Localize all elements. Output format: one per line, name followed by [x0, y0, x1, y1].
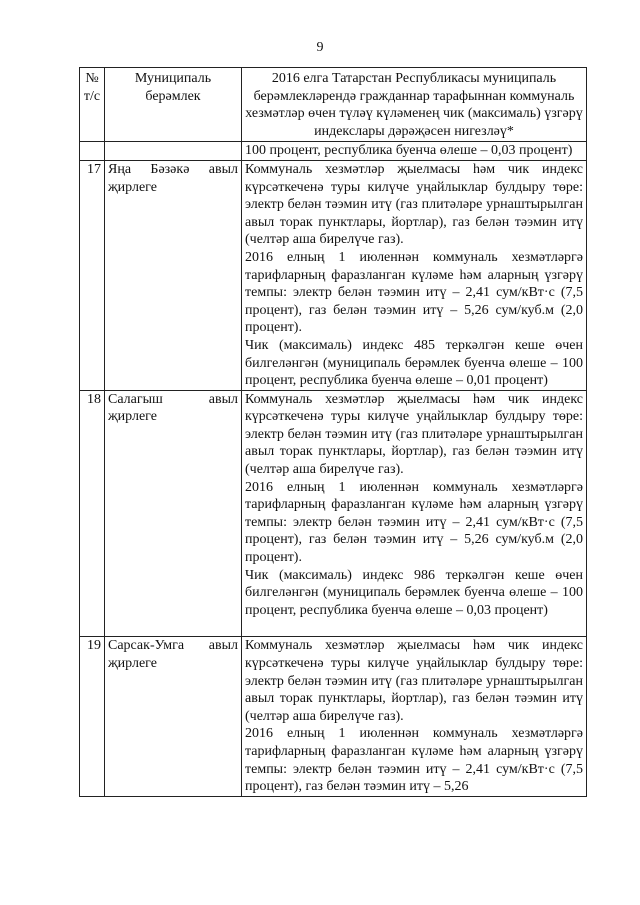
paragraph: Коммуналь хезмәтләр җыелмасы һәм чик индекс күрсәткеченә туры килүче уңайлыклар булдыру төре: электр белән тәэмин итү (газ плитәләре урнаштырылган авыл торак пунктлары, йортлар), газ белән тәэмин итү (челтәр аша бирелүче газ). [245, 161, 583, 248]
header-municipality: Муниципаль берәмлек [105, 68, 242, 142]
row-num: 17 [80, 160, 105, 390]
row-description [242, 637, 587, 796]
paragraph: 2016 елның 1 июленнән коммуналь хезмәтләргә тарифларның фаразланган күләме һәм аларның үзгәрү темпы: электр белән тәэмин итү – 2,41 сум/кВт·с (7,5 процент), газ белән тәэмин итү – 5,26 сум/куб.м (2,0 процент). [245, 249, 583, 336]
paragraph: Коммуналь хезмәтләр җыелмасы һәм чик индекс күрсәткеченә туры килүче уңайлыклар булдыру төре: электр белән тәэмин итү (газ плитәләре урнаштырылган авыл торак пунктлары, йортлар), газ белән тәэмин итү (челтәр аша бирелүче газ). [245, 638, 583, 724]
spacer [245, 619, 583, 636]
row-num: 18 [80, 390, 105, 637]
paragraph: 2016 елның 1 июленнән коммуналь хезмәтләргә тарифларның фаразланган күләме һәм аларның үзгәрү темпы: электр белән тәэмин итү – 2,41 сум/кВт·с (7,5 процент), газ белән тәэмин итү – 5,26 сум/куб.м (2,0 процент). [245, 479, 583, 566]
page-number: 9 [316, 40, 324, 55]
row-description [242, 160, 587, 390]
table-row-19 [80, 637, 587, 796]
paragraph: Чик (максималь) индекс 485 теркәлгән кеше өчен билгеләнгән (муниципаль берәмлек буенча өлеше – 100 процент, республика буенча өлеше – 0,01 процент) [245, 337, 583, 389]
table-row-18 [80, 390, 587, 637]
row-municipality [105, 142, 242, 161]
row-description [242, 390, 587, 637]
paragraph: Чик (максималь) индекс 986 теркәлгән кеше өчен билгеләнгән (муниципаль берәмлек буенча өлеше – 100 процент, республика буенча өлеше – 0,03 процент) [245, 567, 583, 618]
row-num [80, 142, 105, 161]
paragraph: Коммуналь хезмәтләр җыелмасы һәм чик индекс күрсәткеченә туры килүче уңайлыклар булдыру төре: электр белән тәэмин итү (газ плитәләре урнаштырылган авыл торак пунктлары, йортлар), газ белән тәэмин итү (челтәр аша бирелүче газ). [245, 391, 583, 478]
header-description: 2016 елга Татарстан Республикасы муниципаль берәмлекләрендә гражданнар тарафыннан коммуналь хезмәтләр өчен түләү күләменең чик (максималь) үзгәрү индекслары дәрәҗәсен нигезләү* [242, 68, 587, 142]
indices-table [79, 67, 587, 797]
table-header-row [80, 68, 587, 142]
table-row-17 [80, 160, 587, 390]
paragraph: 100 процент, республика буенча өлеше – 0,03 процент) [245, 143, 573, 159]
row-municipality: Сарсак-Умга авыл җирлеге [105, 637, 242, 796]
row-description [242, 142, 587, 161]
row-municipality: Яңа Бәзәкә авыл җирлеге [105, 160, 242, 390]
header-num: № т/с [80, 68, 105, 142]
row-num: 19 [80, 637, 105, 796]
row-municipality: Салагыш авыл җирлеге [105, 390, 242, 637]
paragraph: 2016 елның 1 июленнән коммуналь хезмәтләргә тарифларның фаразланган күләме һәм аларның үзгәрү темпы: электр белән тәэмин итү – 2,41 сум/кВт·с (7,5 процент), газ белән тәэмин итү – 5,26 [245, 726, 583, 795]
table-row-continued [80, 142, 587, 161]
